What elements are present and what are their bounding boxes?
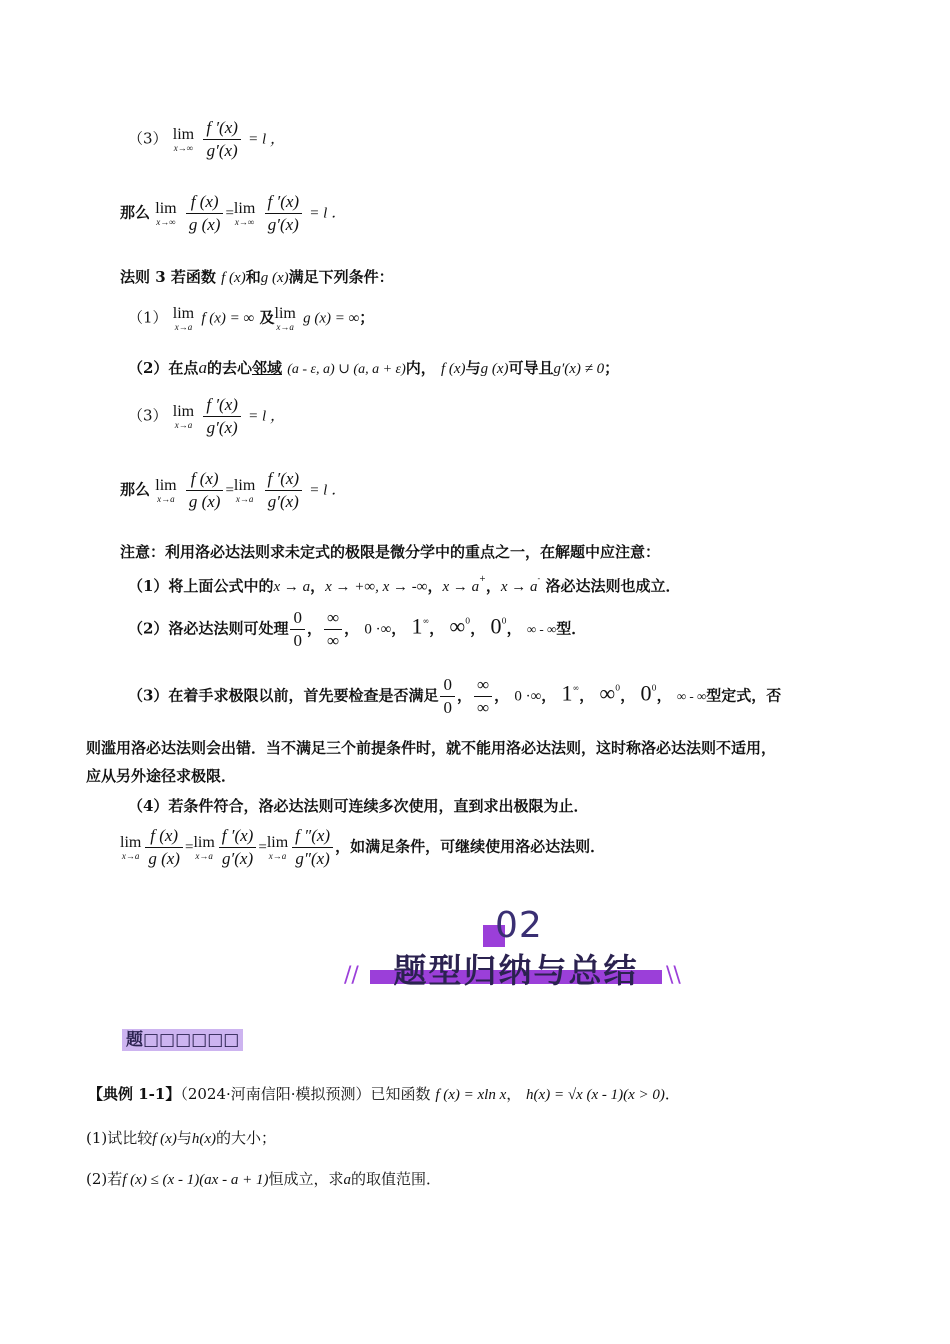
f-of-x: f (x) (221, 270, 246, 286)
numerator: f ″(x) (292, 826, 333, 848)
section-number: 02 (495, 905, 543, 946)
inf-minus-inf: ∞ - ∞ (526, 621, 557, 637)
text: 的大小； (216, 1129, 277, 1147)
example-1-1 (88, 1083, 680, 1104)
zero-power: 0 (640, 680, 652, 706)
note-item-1 (128, 574, 681, 596)
superscript: 0 (651, 683, 657, 693)
note-item-3 (128, 675, 781, 718)
superscript: + (479, 574, 486, 583)
fraction (203, 395, 241, 438)
equals-sign: = (225, 482, 234, 499)
one-power: 1 (411, 613, 423, 639)
slash-decoration-right: \\ (666, 963, 681, 988)
numerator: 0 (290, 608, 305, 630)
text: 的取值范围． (350, 1170, 441, 1188)
example-label: 【典例 1-1】 (88, 1085, 181, 1103)
note-heading: 注意：利用洛必达法则求未定式的极限是微分学中的重点之一，在解题中应注意： (120, 543, 661, 561)
g-of-x: g (x) (480, 361, 509, 377)
separator: ， (391, 619, 407, 638)
rule-3-tail: 满足下列条件： (288, 268, 394, 286)
numerator: f ′(x) (203, 395, 241, 417)
numerator: ∞ (324, 608, 342, 630)
superscript: ∞ (422, 616, 430, 626)
separator: ， (427, 577, 443, 595)
note-item-3-cont: 则滥用洛必达法则会出错．当不满足三个前提条件时，就不能用洛必达法则，这时称洛必达法则不适用， (86, 739, 777, 757)
math-expression: x → +∞, x → -∞ (325, 579, 428, 595)
limit-subscript: x→a (174, 420, 193, 430)
h-definition: h(x) = √x (x - 1)(x > 0) (526, 1087, 665, 1103)
superscript: 0 (615, 683, 621, 693)
zero-power: 0 (490, 613, 502, 639)
superscript: ∞ (572, 683, 580, 693)
lead-text: 那么 (120, 203, 151, 222)
section-title: 题型归纳与总结 (393, 951, 639, 990)
separator: ， (506, 1085, 522, 1103)
text: 与 (176, 1129, 192, 1147)
math-expression: x → a (500, 579, 538, 595)
separator: ， (429, 619, 445, 638)
limit-subscript: x→a (121, 851, 140, 861)
separator: ， (579, 686, 595, 705)
item-label: （1） (128, 308, 168, 327)
separator: ， (494, 686, 510, 705)
equals-l: = l ， (248, 408, 285, 425)
zero-over-zero (440, 675, 455, 718)
variable-a: a (343, 1172, 351, 1188)
limit-subscript: x→a (195, 851, 213, 861)
lead-text: 那么 (120, 480, 151, 499)
limit-subscript: x→a (276, 322, 294, 332)
limit-operator: lim x→a (120, 834, 142, 861)
zero-times-inf: 0 ·∞ (364, 621, 392, 638)
denominator: g (x) (188, 215, 221, 234)
inf-over-inf (474, 675, 492, 718)
item-label: （3） (128, 129, 168, 148)
numerator: 0 (440, 675, 455, 697)
f-limit: f (x) = ∞ (201, 310, 255, 327)
f-of-x: f (x) (152, 1131, 177, 1147)
text: 可导且 (508, 359, 554, 377)
separator: ， (541, 686, 557, 705)
separator: ， (344, 619, 360, 638)
numerator: f ′(x) (265, 469, 303, 491)
limit-subscript: x→a (235, 494, 254, 504)
conjunction: 和 (245, 268, 261, 286)
rule-3-lead: 法则 3 若函数 (120, 268, 216, 286)
fraction (186, 192, 224, 235)
inf-power: ∞ (449, 613, 466, 639)
numerator: ∞ (474, 675, 492, 697)
text: 内， (405, 359, 436, 377)
limit-operator: lim x→∞ (155, 200, 177, 227)
text: 洛必达法则也成立． (545, 577, 681, 595)
superscript: - (537, 574, 541, 583)
inf-minus-inf: ∞ - ∞ (676, 688, 707, 704)
limit-operator: lim x→∞ (233, 200, 256, 227)
numerator: f ′(x) (265, 192, 303, 214)
denominator: 0 (443, 698, 452, 717)
slash-decoration-left: // (344, 963, 359, 988)
separator: ， (506, 619, 522, 638)
separator: ， (306, 619, 322, 638)
f-of-x: f (x) (440, 361, 466, 377)
inequality: f (x) ≤ (x - 1)(ax - a + 1) (122, 1172, 269, 1188)
separator: ， (456, 686, 472, 705)
limit-subscript: x→a (268, 851, 287, 861)
text: 型． (556, 619, 587, 638)
fraction (265, 192, 303, 235)
limit-operator: lim x→a (233, 477, 256, 504)
separator: ， (310, 577, 326, 595)
numerator: f ′(x) (203, 118, 241, 140)
numerator: f (x) (186, 469, 224, 491)
limit-operator: lim x→a (172, 403, 195, 430)
question-1 (86, 1127, 276, 1148)
example-source: （2024·河南信阳·模拟预测）已知函数 (180, 1085, 431, 1103)
text: （2）洛必达法则可处理 (128, 619, 289, 638)
limit-subscript: x→a (157, 494, 175, 504)
fraction (219, 826, 257, 869)
conclusion-infinity (120, 192, 346, 235)
text: 型定式，否 (706, 686, 782, 705)
limit-subscript: x→∞ (234, 217, 255, 227)
text: （3）在着手求极限以前，首先要检查是否满足 (128, 686, 439, 705)
derivative-condition: g′(x) ≠ 0 (553, 361, 605, 377)
condition-3-infinity (128, 118, 285, 161)
numerator: f ′(x) (219, 826, 257, 848)
punctuation: ； (604, 359, 620, 377)
fraction (186, 469, 224, 512)
equals-l: = l ． (309, 205, 347, 222)
note-item-3-end: 应从另外途径求极限． (86, 767, 237, 785)
conjunction: 及 (259, 308, 275, 327)
text: (2)若 (86, 1170, 123, 1188)
rule-3-condition-2 (128, 357, 619, 378)
numerator: f (x) (145, 826, 183, 848)
inf-power: ∞ (599, 680, 616, 706)
section-banner (340, 905, 690, 995)
point-a: a (198, 358, 207, 377)
text: 与 (465, 359, 481, 377)
limit-subscript: x→∞ (156, 217, 176, 227)
rule-3-condition-1 (128, 305, 374, 332)
limit-subscript: x→a (174, 322, 193, 332)
g-limit: g (x) = ∞ (303, 310, 360, 327)
fraction (203, 118, 241, 161)
h-of-x: h(x) (191, 1131, 216, 1147)
zero-times-inf: 0 ·∞ (514, 688, 542, 705)
fraction (292, 826, 333, 869)
math-expression: x → a (442, 579, 480, 595)
rule-3-heading (120, 266, 394, 287)
separator: ， (470, 619, 486, 638)
separator: ， (656, 686, 672, 705)
equals-sign: = (225, 205, 234, 222)
punctuation: ； (359, 308, 375, 327)
limit-operator: lim x→a (172, 305, 195, 332)
limit-operator: lim x→a (155, 477, 177, 504)
fraction (265, 469, 303, 512)
f-definition: f (x) = xln x (435, 1087, 507, 1103)
limit-operator: lim x→a (274, 305, 296, 332)
denominator: g′(x) (222, 849, 254, 868)
rule-3-condition-3 (128, 395, 285, 438)
superscript: 0 (501, 616, 507, 626)
topic-tag: 题□□□□□□ (122, 1029, 243, 1051)
neighborhood-interval: (a - ε, a) ∪ (a, a + ε) (287, 362, 406, 377)
zero-over-zero (290, 608, 305, 651)
denominator: ∞ (326, 631, 340, 650)
numerator: f (x) (186, 192, 224, 214)
denominator: g′(x) (206, 141, 238, 160)
denominator: g′(x) (206, 418, 238, 437)
denominator: 0 (293, 631, 302, 650)
text: （2）在点 (128, 359, 199, 377)
equals-sign: = (184, 839, 194, 856)
denominator: g′(x) (267, 492, 299, 511)
limit-operator: lim x→∞ (172, 126, 195, 153)
note-item-2 (128, 608, 586, 651)
conclusion-point (120, 469, 346, 512)
text: （1）将上面公式中的 (128, 577, 274, 595)
fraction (145, 826, 183, 869)
underlined-term: 邻域 (251, 359, 282, 377)
math-expression: x → a (273, 579, 311, 595)
question-2 (86, 1168, 441, 1189)
limit-operator: lim x→a (266, 834, 289, 861)
separator: ， (620, 686, 636, 705)
lhopital-chain (120, 826, 605, 869)
g-of-x: g (x) (260, 270, 289, 286)
text: 恒成立，求 (268, 1170, 344, 1188)
separator: ， (485, 577, 501, 595)
item-label: （3） (128, 406, 168, 425)
denominator: ∞ (476, 698, 490, 717)
punctuation: ． (664, 1085, 680, 1103)
inf-over-inf (324, 608, 342, 651)
denominator: g (x) (148, 849, 180, 868)
limit-operator: lim x→a (193, 834, 215, 861)
denominator: g′(x) (267, 215, 299, 234)
equals-l: = l ． (309, 482, 347, 499)
equals-sign: = (258, 839, 267, 856)
denominator: g″(x) (295, 849, 330, 868)
one-power: 1 (561, 680, 573, 706)
equals-l: = l ， (248, 131, 285, 148)
superscript: 0 (465, 616, 471, 626)
text: (1)试比较 (86, 1129, 153, 1147)
text: ，如满足条件，可继续使用洛必达法则． (335, 837, 606, 856)
denominator: g (x) (188, 492, 221, 511)
text: 的去心 (206, 359, 252, 377)
note-item-4: （4）若条件符合，洛必达法则可连续多次使用，直到求出极限为止． (128, 797, 589, 815)
limit-subscript: x→∞ (173, 143, 194, 153)
